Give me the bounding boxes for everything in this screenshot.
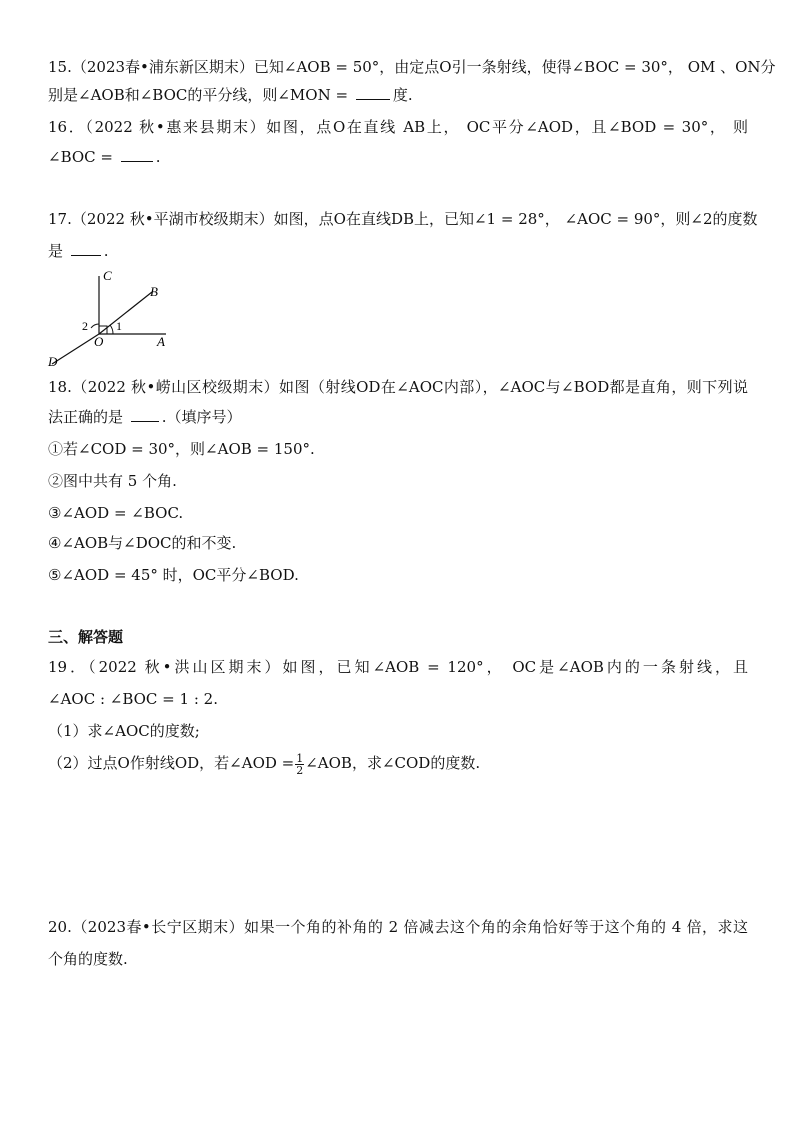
q17-line2 [48, 240, 748, 262]
q16-line1: 16．（2022 秋•惠来县期末）如图，点O在直线 AB上， OC平分∠AOD，且∠BOD = 30°， 则 [48, 118, 748, 136]
q19-part1: （1）求∠AOC的度数; [48, 722, 200, 740]
q17-answer-blank[interactable] [71, 241, 101, 256]
label-c: C [103, 268, 112, 283]
fraction-numerator: 1 [296, 751, 304, 765]
angle-1-arc [110, 325, 113, 334]
q15-line2-text: 别是∠AOB和∠BOC的平分线，则∠MON = [48, 86, 353, 104]
q17-figure [40, 262, 180, 370]
label-d: D [48, 354, 58, 369]
q18-line2-tail: .（填序号） [161, 408, 242, 426]
q19-part2 [48, 752, 748, 776]
q15-line2-tail: 度. [392, 86, 413, 104]
q20-line1: 20.（2023春•长宁区期末）如果一个角的补角的 2 倍减去这个角的余角恰好等于这个角的 4 倍，求这 [48, 918, 748, 936]
q18-option-5: ⑤∠AOD = 45° 时，OC平分∠BOD. [48, 566, 299, 584]
fraction-one-half [295, 753, 304, 776]
label-o: O [94, 334, 104, 349]
q15-answer-blank[interactable] [356, 85, 390, 100]
q15-line2 [48, 84, 748, 106]
q19-line2: ∠AOC : ∠BOC = 1 : 2. [48, 690, 218, 708]
q18-line1: 18.（2022 秋•崂山区校级期末）如图（射线OD在∠AOC内部），∠AOC与∠BOD都是直角，则下列说 [48, 378, 748, 396]
q18-line2-text: 法正确的是 [48, 408, 128, 426]
angle-2-arc [91, 324, 99, 328]
q18-line2 [48, 406, 748, 428]
q16-line2-tail: . [155, 148, 161, 166]
q17-line1: 17.（2022 秋•平湖市校级期末）如图，点O在直线DB上，已知∠1 = 28°， ∠AOC = 90°，则∠2的度数 [48, 210, 758, 228]
q16-line2-text: ∠BOC = [48, 148, 118, 166]
q15-line1: 15.（2023春•浦东新区期末）已知∠AOB = 50°，由定点O引一条射线，使得∠BOC = 30°， OM 、ON分 [48, 58, 776, 76]
label-angle-2: 2 [82, 319, 88, 333]
label-a: A [157, 334, 165, 349]
section-3-title: 三、解答题 [48, 628, 124, 646]
q18-option-2: ②图中共有 5 个角. [48, 472, 177, 490]
q18-option-3: ③∠AOD = ∠BOC. [48, 504, 184, 522]
q19-part2-tail: ∠AOB，求∠COD的度数. [305, 754, 481, 772]
label-b: B [150, 284, 158, 299]
line-db-extension [52, 334, 99, 364]
label-angle-1: 1 [116, 319, 122, 333]
q18-option-4: ④∠AOB与∠DOC的和不变. [48, 534, 237, 552]
q19-part2-text: （2）过点O作射线OD，若∠AOD = [48, 754, 295, 772]
q16-line2 [48, 146, 748, 168]
fraction-denominator: 2 [296, 763, 304, 777]
q20-line2: 个角的度数. [48, 950, 128, 968]
q17-line2-tail: . [103, 242, 109, 260]
q18-option-1: ①若∠COD = 30°，则∠AOB = 150°. [48, 440, 315, 458]
q17-line2-text: 是 [48, 242, 68, 260]
q19-line1: 19．（2022 秋•洪山区期末）如图，已知∠AOB = 120°， OC是∠AOB内的一条射线，且 [48, 658, 748, 676]
q18-answer-blank[interactable] [131, 407, 159, 422]
q16-answer-blank[interactable] [121, 147, 153, 162]
